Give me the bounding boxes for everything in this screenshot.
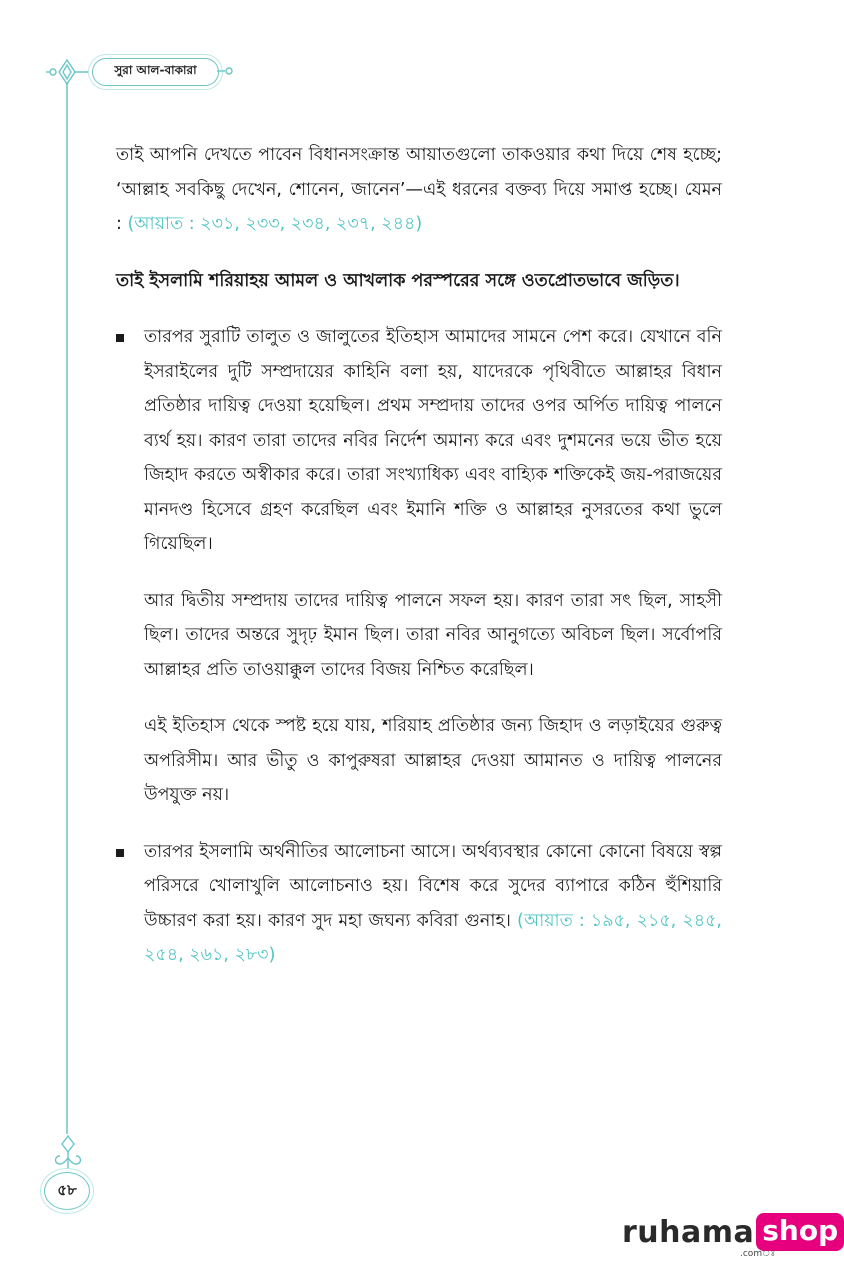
ornament-icon	[48, 1134, 88, 1174]
bullet-item	[116, 320, 722, 562]
page-frame-line	[66, 82, 68, 1134]
paragraph: আর দ্বিতীয় সম্প্রদায় তাদের দায়িত্ব পালনে সফল হয়। কারণ তারা সৎ ছিল, সাহসী ছিল। তাদের অন্তরে সুদৃঢ় ইমান ছিল। তারা নবির আনুগত্যে অবিচল ছিল। সর্বোপরি আল্লাহর প্রতি তাওয়াক্কুল তাদের বিজয় নিশ্চিত করেছিল।	[144, 590, 722, 680]
verse-reference: (আয়াত : ১৯৫, ২১৫, ২৪৫, ২৫৪, ২৬১, ২৮৩)	[144, 910, 722, 965]
ornament-icon	[217, 63, 237, 79]
paragraph-text: তাই আপনি দেখতে পাবেন বিধানসংক্রান্ত আয়াতগুলো তাকওয়ার কথা দিয়ে শেষ হচ্ছে; ‘আল্লাহ সবকিছু দেখেন, শোনেন, জানেন’—এই ধরনের বক্তব্য দিয়ে সমাপ্ত হচ্ছে। যেমন :	[116, 145, 722, 234]
bullet-text: তারপর ইসলামি অর্থনীতির আলোচনা আসে। অর্থব্যবস্থার কোনো কোনো বিষয়ে স্বল্প পরিসরে খোলাখুলি আলোচনাও হয়। বিশেষ করে সুদের ব্যাপারে কঠিন হুঁশিয়ারি উচ্চারণ করা হয়। কারণ সুদ মহা জঘন্য কবিরা গুনাহ।	[144, 841, 722, 931]
paragraph	[116, 138, 722, 242]
logo-shop-text: shop	[756, 1213, 844, 1251]
ornament-icon	[46, 58, 92, 86]
header-title: সুরা আল-বাকারা	[114, 63, 197, 77]
page-body	[116, 138, 722, 995]
verse-reference: (আয়াত : ২৩১, ২৩৩, ২৩৪, ২৩৭, ২৪৪)	[127, 214, 423, 234]
running-header	[92, 58, 219, 86]
bullet-text: তারপর সুরাটি তালুত ও জালুতের ইতিহাস আমাদের সামনে পেশ করে। যেখানে বনি ইসরাইলের দুটি সম্প্রদায়ের কাহিনি বলা হয়, যাদেরকে পৃথিবীতে আল্লাহর বিধান প্রতিষ্ঠার দায়িত্ব দেওয়া হয়েছিল। প্রথম সম্প্রদায় তাদের ওপর অর্পিত দায়িত্ব পালনে ব্যর্থ হয়। কারণ তারা তাদের নবির নির্দেশ অমান্য করে এবং দুশমনের ভয়ে ভীত হয়ে জিহাদ করতে অস্বীকার করে। তারা সংখ্যাধিক্য এবং বাহ্যিক শক্তিকেই জয়-পরাজয়ের মানদণ্ড হিসেবে গ্রহণ করেছিল এবং ইমানি শক্তি ও আল্লাহর নুসরতের কথা ভুলে গিয়েছিল।	[144, 327, 722, 554]
bullet-icon	[116, 849, 124, 857]
publisher-logo	[622, 1212, 844, 1259]
paragraph: এই ইতিহাস থেকে স্পষ্ট হয়ে যায়, শরিয়াহ প্রতিষ্ঠার জন্য জিহাদ ও লড়াইয়ের গুরুত্ব অপরিসীম। আর ভীতু ও কাপুরুষরা আল্লাহর দেওয়া আমানত ও দায়িত্ব পালনের উপযুক্ত নয়।	[144, 716, 722, 805]
logo-main-text: ruhama	[622, 1214, 755, 1250]
bullet-item	[116, 835, 722, 973]
page-number	[44, 1172, 90, 1210]
paragraph: তাই ইসলামি শরিয়াহয় আমল ও আখলাক পরস্পরের সঙ্গে ওতপ্রোতভাবে জড়িত।	[116, 270, 680, 291]
page-number-text: ৫৮	[57, 1180, 77, 1199]
bullet-icon	[116, 334, 124, 342]
logo-com-text: .comঃ	[740, 1249, 776, 1259]
